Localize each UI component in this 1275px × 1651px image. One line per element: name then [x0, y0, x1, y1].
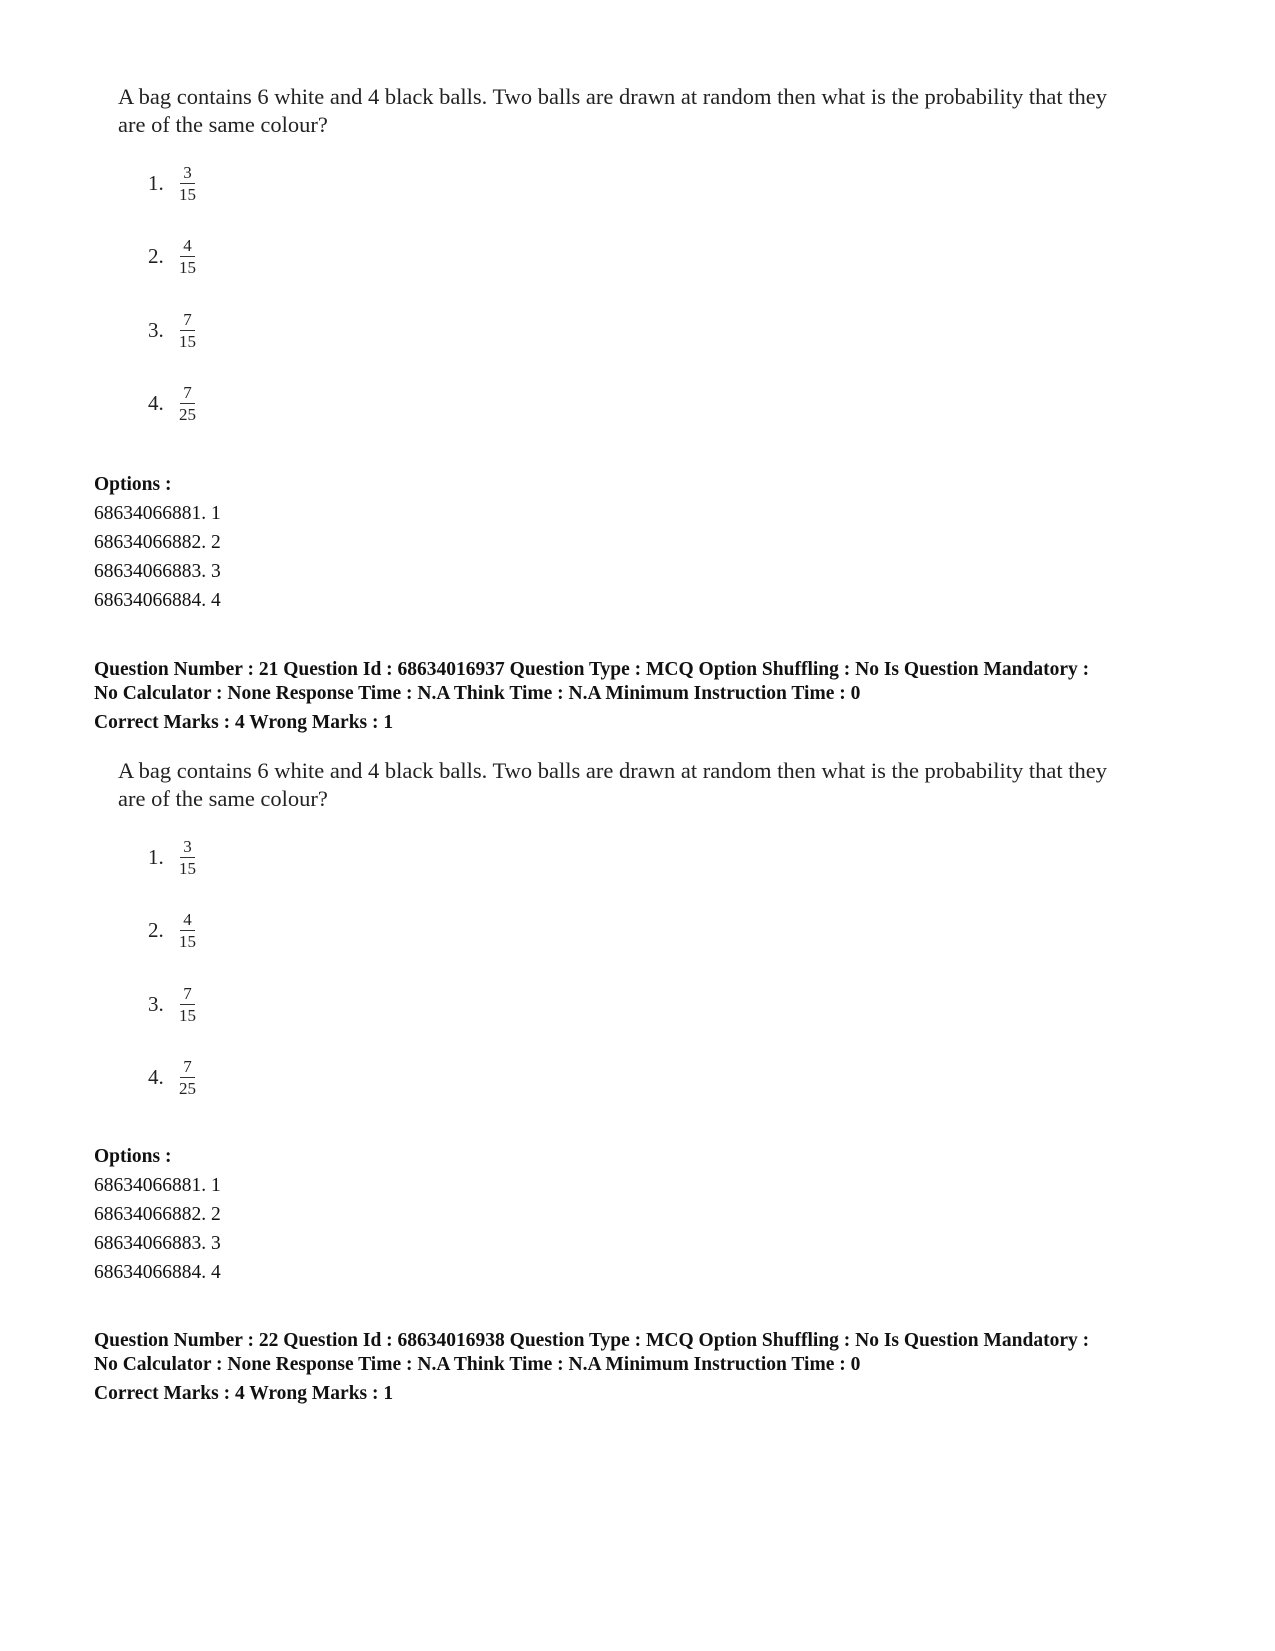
fraction — [176, 162, 199, 205]
fraction-denominator: 25 — [179, 1078, 196, 1098]
meta-line: Question Number : 21 Question Id : 68634016937 Question Type : MCQ Option Shuffling : No Is Question Mandatory : — [94, 659, 1090, 680]
answer-choice — [148, 979, 199, 1029]
choice-number: 2. — [148, 243, 164, 268]
choice-number: 1. — [148, 170, 164, 195]
answer-choice — [148, 905, 199, 955]
choice-number: 3. — [148, 317, 164, 342]
option-id-line: 68634066881. 1 — [94, 1175, 221, 1196]
choice-number: 4. — [148, 1064, 164, 1089]
question-meta — [94, 658, 1234, 735]
question-text-line: A bag contains 6 white and 4 black balls. Two balls are drawn at random then what is the probability that they — [118, 84, 1108, 109]
fraction-numerator: 7 — [180, 983, 195, 1005]
question-text — [118, 78, 1178, 139]
fraction-numerator: 7 — [180, 382, 195, 404]
answer-choice — [148, 378, 199, 428]
meta-line: No Calculator : None Response Time : N.A Think Time : N.A Minimum Instruction Time : 0 — [94, 1354, 861, 1375]
options-label: Options : — [94, 474, 172, 495]
fraction — [176, 836, 199, 879]
option-id-line: 68634066883. 3 — [94, 1233, 221, 1254]
fraction — [176, 1056, 199, 1099]
answer-choice — [148, 832, 199, 882]
answer-choice — [148, 158, 199, 208]
fraction-denominator: 15 — [179, 858, 196, 878]
fraction-numerator: 4 — [180, 909, 195, 931]
question-text-line: A bag contains 6 white and 4 black balls. Two balls are drawn at random then what is the probability that they — [118, 758, 1108, 783]
option-id-line: 68634066882. 2 — [94, 532, 221, 553]
marks-line: Correct Marks : 4 Wrong Marks : 1 — [94, 712, 394, 733]
fraction — [176, 909, 199, 952]
option-id-line: 68634066882. 2 — [94, 1204, 221, 1225]
question-text-line: are of the same colour? — [118, 112, 328, 137]
fraction-denominator: 25 — [179, 404, 196, 424]
question-text-line: are of the same colour? — [118, 786, 328, 811]
fraction-numerator: 3 — [180, 836, 195, 858]
fraction-denominator: 15 — [179, 331, 196, 351]
fraction-numerator: 7 — [180, 309, 195, 331]
fraction — [176, 309, 199, 352]
choice-number: 1. — [148, 844, 164, 869]
answer-choice — [148, 1052, 199, 1102]
meta-line: Question Number : 22 Question Id : 68634016938 Question Type : MCQ Option Shuffling : No Is Question Mandatory : — [94, 1330, 1090, 1351]
fraction-numerator: 3 — [180, 162, 195, 184]
fraction — [176, 983, 199, 1026]
question-text — [118, 752, 1178, 813]
question-meta — [94, 1329, 1234, 1406]
option-id-line: 68634066884. 4 — [94, 1262, 221, 1283]
fraction-denominator: 15 — [179, 184, 196, 204]
options-list — [94, 470, 221, 615]
meta-line: No Calculator : None Response Time : N.A Think Time : N.A Minimum Instruction Time : 0 — [94, 683, 861, 704]
option-id-line: 68634066881. 1 — [94, 503, 221, 524]
fraction — [176, 235, 199, 278]
choice-number: 4. — [148, 390, 164, 415]
question-image — [118, 78, 1178, 424]
fraction-denominator: 15 — [179, 1005, 196, 1025]
marks-line: Correct Marks : 4 Wrong Marks : 1 — [94, 1383, 394, 1404]
options-list — [94, 1142, 221, 1287]
fraction-denominator: 15 — [179, 257, 196, 277]
choice-number: 2. — [148, 917, 164, 942]
option-id-line: 68634066884. 4 — [94, 590, 221, 611]
answer-choice — [148, 305, 199, 355]
fraction-denominator: 15 — [179, 931, 196, 951]
options-label: Options : — [94, 1146, 172, 1167]
choice-number: 3. — [148, 991, 164, 1016]
answer-choice — [148, 231, 199, 281]
fraction — [176, 382, 199, 425]
fraction-numerator: 4 — [180, 235, 195, 257]
option-id-line: 68634066883. 3 — [94, 561, 221, 582]
question-image — [118, 752, 1178, 1098]
fraction-numerator: 7 — [180, 1056, 195, 1078]
